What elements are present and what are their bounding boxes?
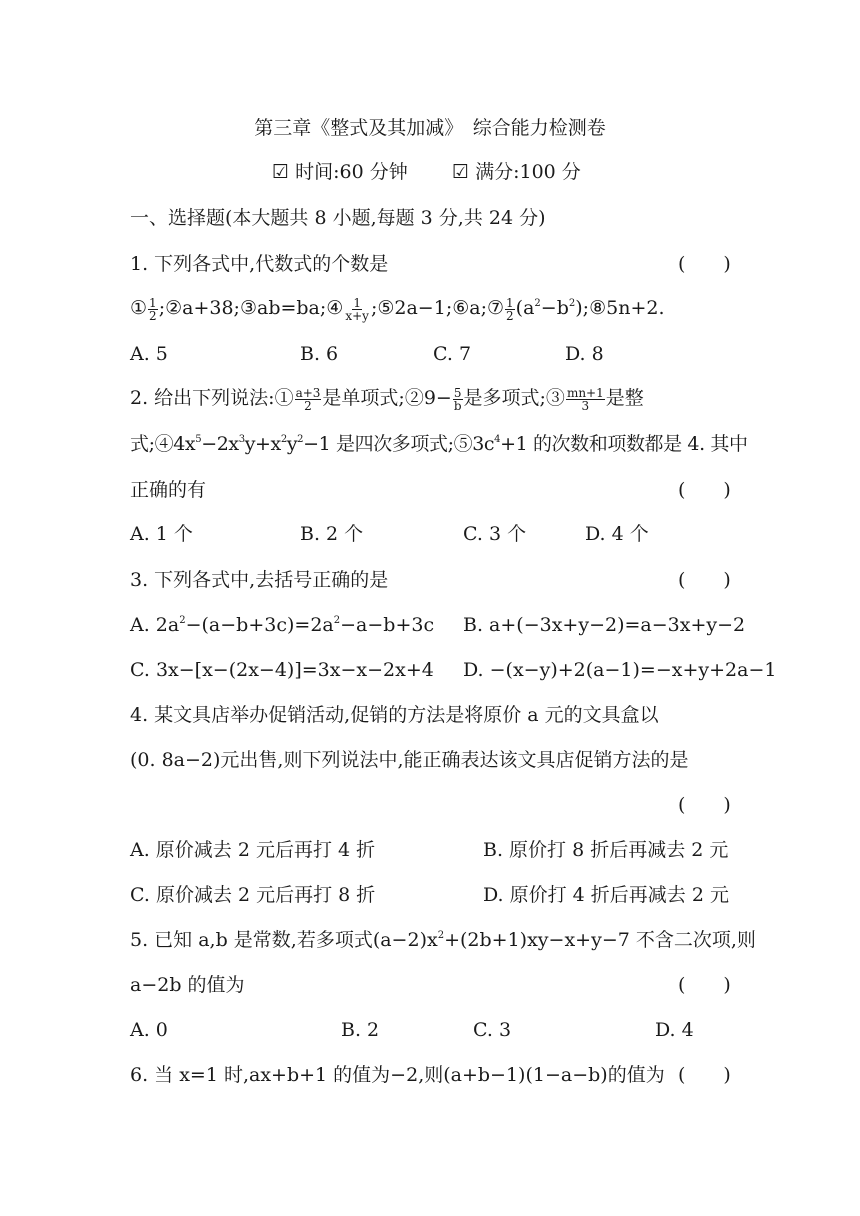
item-text: ⑧5n+2. [589, 297, 665, 319]
option-d: D. 4 个 [585, 523, 649, 545]
score-info [452, 160, 581, 184]
option-c: C. 7 [433, 343, 472, 365]
item-text: ⑥a; [452, 297, 487, 319]
option-d: D. 原价打 4 折后再减去 2 元 [483, 884, 729, 906]
fraction: $\frac{mn+1}{3}$ [566, 385, 604, 413]
question-4-line-1: 4. 某文具店举办促销活动,促销的方法是将原价 a 元的文具盒以 [130, 704, 659, 726]
option-a: A. 1 个 [130, 523, 193, 545]
question-1-stem: 1. 下列各式中,代数式的个数是 [130, 253, 389, 275]
question-2-line-3: 正确的有 [130, 479, 207, 501]
option-a: A. 0 [130, 1019, 168, 1041]
question-4-line-2: (0. 8a−2)元出售,则下列说法中,能正确表达该文具店促销方法的是 [130, 749, 689, 771]
fraction: $\frac{5}{b}$ [453, 385, 462, 413]
question-5-line-1: 5. 已知 a,b 是常数,若多项式$(a-2)x^2+(2b+1)xy-x+y-7$ 不含二次项,则 [130, 929, 756, 951]
option-b: B. a+(−3x+y−2)=a−3x+y−2 [463, 614, 746, 636]
option-d: D. −(x−y)+2(a−1)=−x+y+2a−1 [463, 659, 777, 681]
item-text: ⑤2a−1; [377, 297, 453, 319]
answer-blank: ( ) [678, 1064, 731, 1086]
time-limit: 时间:60 分钟 [295, 161, 408, 183]
question-6-stem: 6. 当 x=1 时,ax+b+1 的值为−2,则(a+b−1)(1−a−b)的值为 [130, 1064, 665, 1086]
option-d: D. 4 [655, 1019, 694, 1041]
option-a: A. 5 [130, 343, 168, 365]
option-b: B. 2 [341, 1019, 380, 1041]
option-a: A. $2a^2-(a-b+3c)=2a^2-a-b+3c$ [130, 614, 435, 636]
question-2-line-2: 式$;④4x^5-2x^3y+x^2y^2-1$ 是四次多项式$;⑤3c^4+1$ 的次数和项数都是 4. 其中 [130, 433, 748, 455]
item-text: ②a+38; [165, 297, 240, 319]
answer-blank: ( ) [678, 479, 731, 501]
item-marker: ① [130, 297, 148, 319]
option-d: D. 8 [565, 343, 604, 365]
option-a: A. 原价减去 2 元后再打 4 折 [130, 839, 376, 861]
fraction: $\frac{1}{2}$ [506, 295, 514, 323]
fraction: $\frac{1}{x+y}$ [345, 295, 369, 323]
option-c: C. 3 [473, 1019, 512, 1041]
option-b: B. 原价打 8 折后再减去 2 元 [483, 839, 729, 861]
option-b: B. 6 [300, 343, 339, 365]
option-c: C. 原价减去 2 元后再打 8 折 [130, 884, 376, 906]
option-b: B. 2 个 [300, 523, 364, 545]
answer-blank: ( ) [678, 794, 731, 816]
fraction: $\frac{a+3}{2}$ [295, 385, 321, 413]
answer-blank: ( ) [678, 569, 731, 591]
item-text: ③ab=ba; [239, 297, 327, 319]
time-info [272, 160, 408, 184]
checkbox-icon: ☑ [452, 161, 470, 183]
question-1-items: ① $\frac{1}{2}$ ;②a+38;③ab=ba;④ $\frac{1}{x+y}$ ;⑤2a−1;⑥a;⑦ $\frac{1}{2}$ $(a^2-b^2);⑧5n+2$. [130, 295, 665, 323]
full-score: 满分:100 分 [475, 161, 581, 183]
question-2-line-1: 2. 给出下列说法:① $\frac{a+3}{2}$ 是单项式;②9− $\frac{5}{b}$ 是多项式;③ $\frac{mn+1}{3}$ 是整 [130, 385, 644, 413]
option-c: C. 3 个 [463, 523, 527, 545]
fraction: $\frac{1}{2}$ [149, 295, 157, 323]
option-c: C. 3x−[x−(2x−4)]=3x−x−2x+4 [130, 659, 434, 681]
page-title: 第三章《整式及其加减》 综合能力检测卷 [254, 117, 606, 139]
answer-blank: ( ) [678, 974, 731, 996]
section-heading: 一、选择题(本大题共 8 小题,每题 3 分,共 24 分) [130, 207, 546, 229]
checkbox-icon: ☑ [272, 161, 290, 183]
question-5-line-2: a−2b 的值为 [130, 974, 245, 996]
question-3-stem: 3. 下列各式中,去括号正确的是 [130, 569, 389, 591]
answer-blank: ( ) [678, 253, 731, 275]
